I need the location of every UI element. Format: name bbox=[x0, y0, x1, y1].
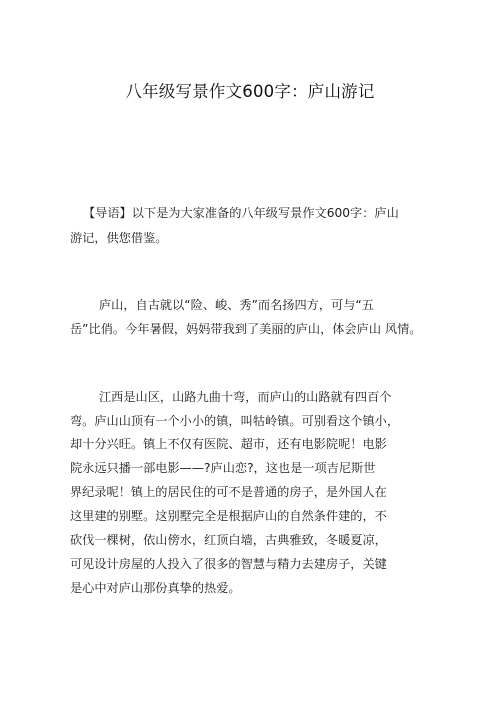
para1-line-2: 岳”比俏。今年暑假，妈妈带我到了美丽的庐山，体会庐山 风情。 bbox=[70, 322, 422, 336]
para2-line-2: 弯。庐山山顶有一个小小的镇，叫牯岭镇。可别看这个镇小， bbox=[70, 414, 400, 428]
para2-line-7: 砍伐一棵树，依山傍水，红顶白墙，古典雅致，冬暖夏凉， bbox=[70, 533, 387, 547]
para2-line-9: 是心中对庐山那份真挚的热爱。 bbox=[70, 581, 241, 595]
page-title: 八年级写景作文600字：庐山游记 bbox=[125, 82, 375, 101]
para2-line-6: 这里建的别墅。这别墅完全是根据庐山的自然条件建的，不 bbox=[70, 509, 387, 523]
para2-line-4: 院永远只播一部电影——?庐山恋?，这也是一项吉尼斯世 bbox=[70, 461, 376, 475]
para2-line-1: 江西是山区，山路九曲十弯，而庐山的山路就有四百个 bbox=[99, 390, 392, 404]
para1-line-1: 庐山，自古就以“险、峻、秀”而名扬四方，可与“五 bbox=[99, 298, 374, 312]
para2-line-3: 却十分兴旺。镇上不仅有医院、超市，还有电影院呢！电影 bbox=[70, 437, 387, 451]
intro-line-2: 游记，供您借鉴。 bbox=[70, 231, 168, 245]
para2-line-8: 可见设计房屋的人投入了很多的智慧与精力去建房子，关键 bbox=[70, 557, 387, 571]
para2-line-5: 界纪录呢！镇上的居民住的可不是普通的房子，是外国人在 bbox=[70, 485, 387, 499]
intro-line-1: 【导语】以下是为大家准备的八年级写景作文600字：庐山 bbox=[83, 206, 399, 220]
